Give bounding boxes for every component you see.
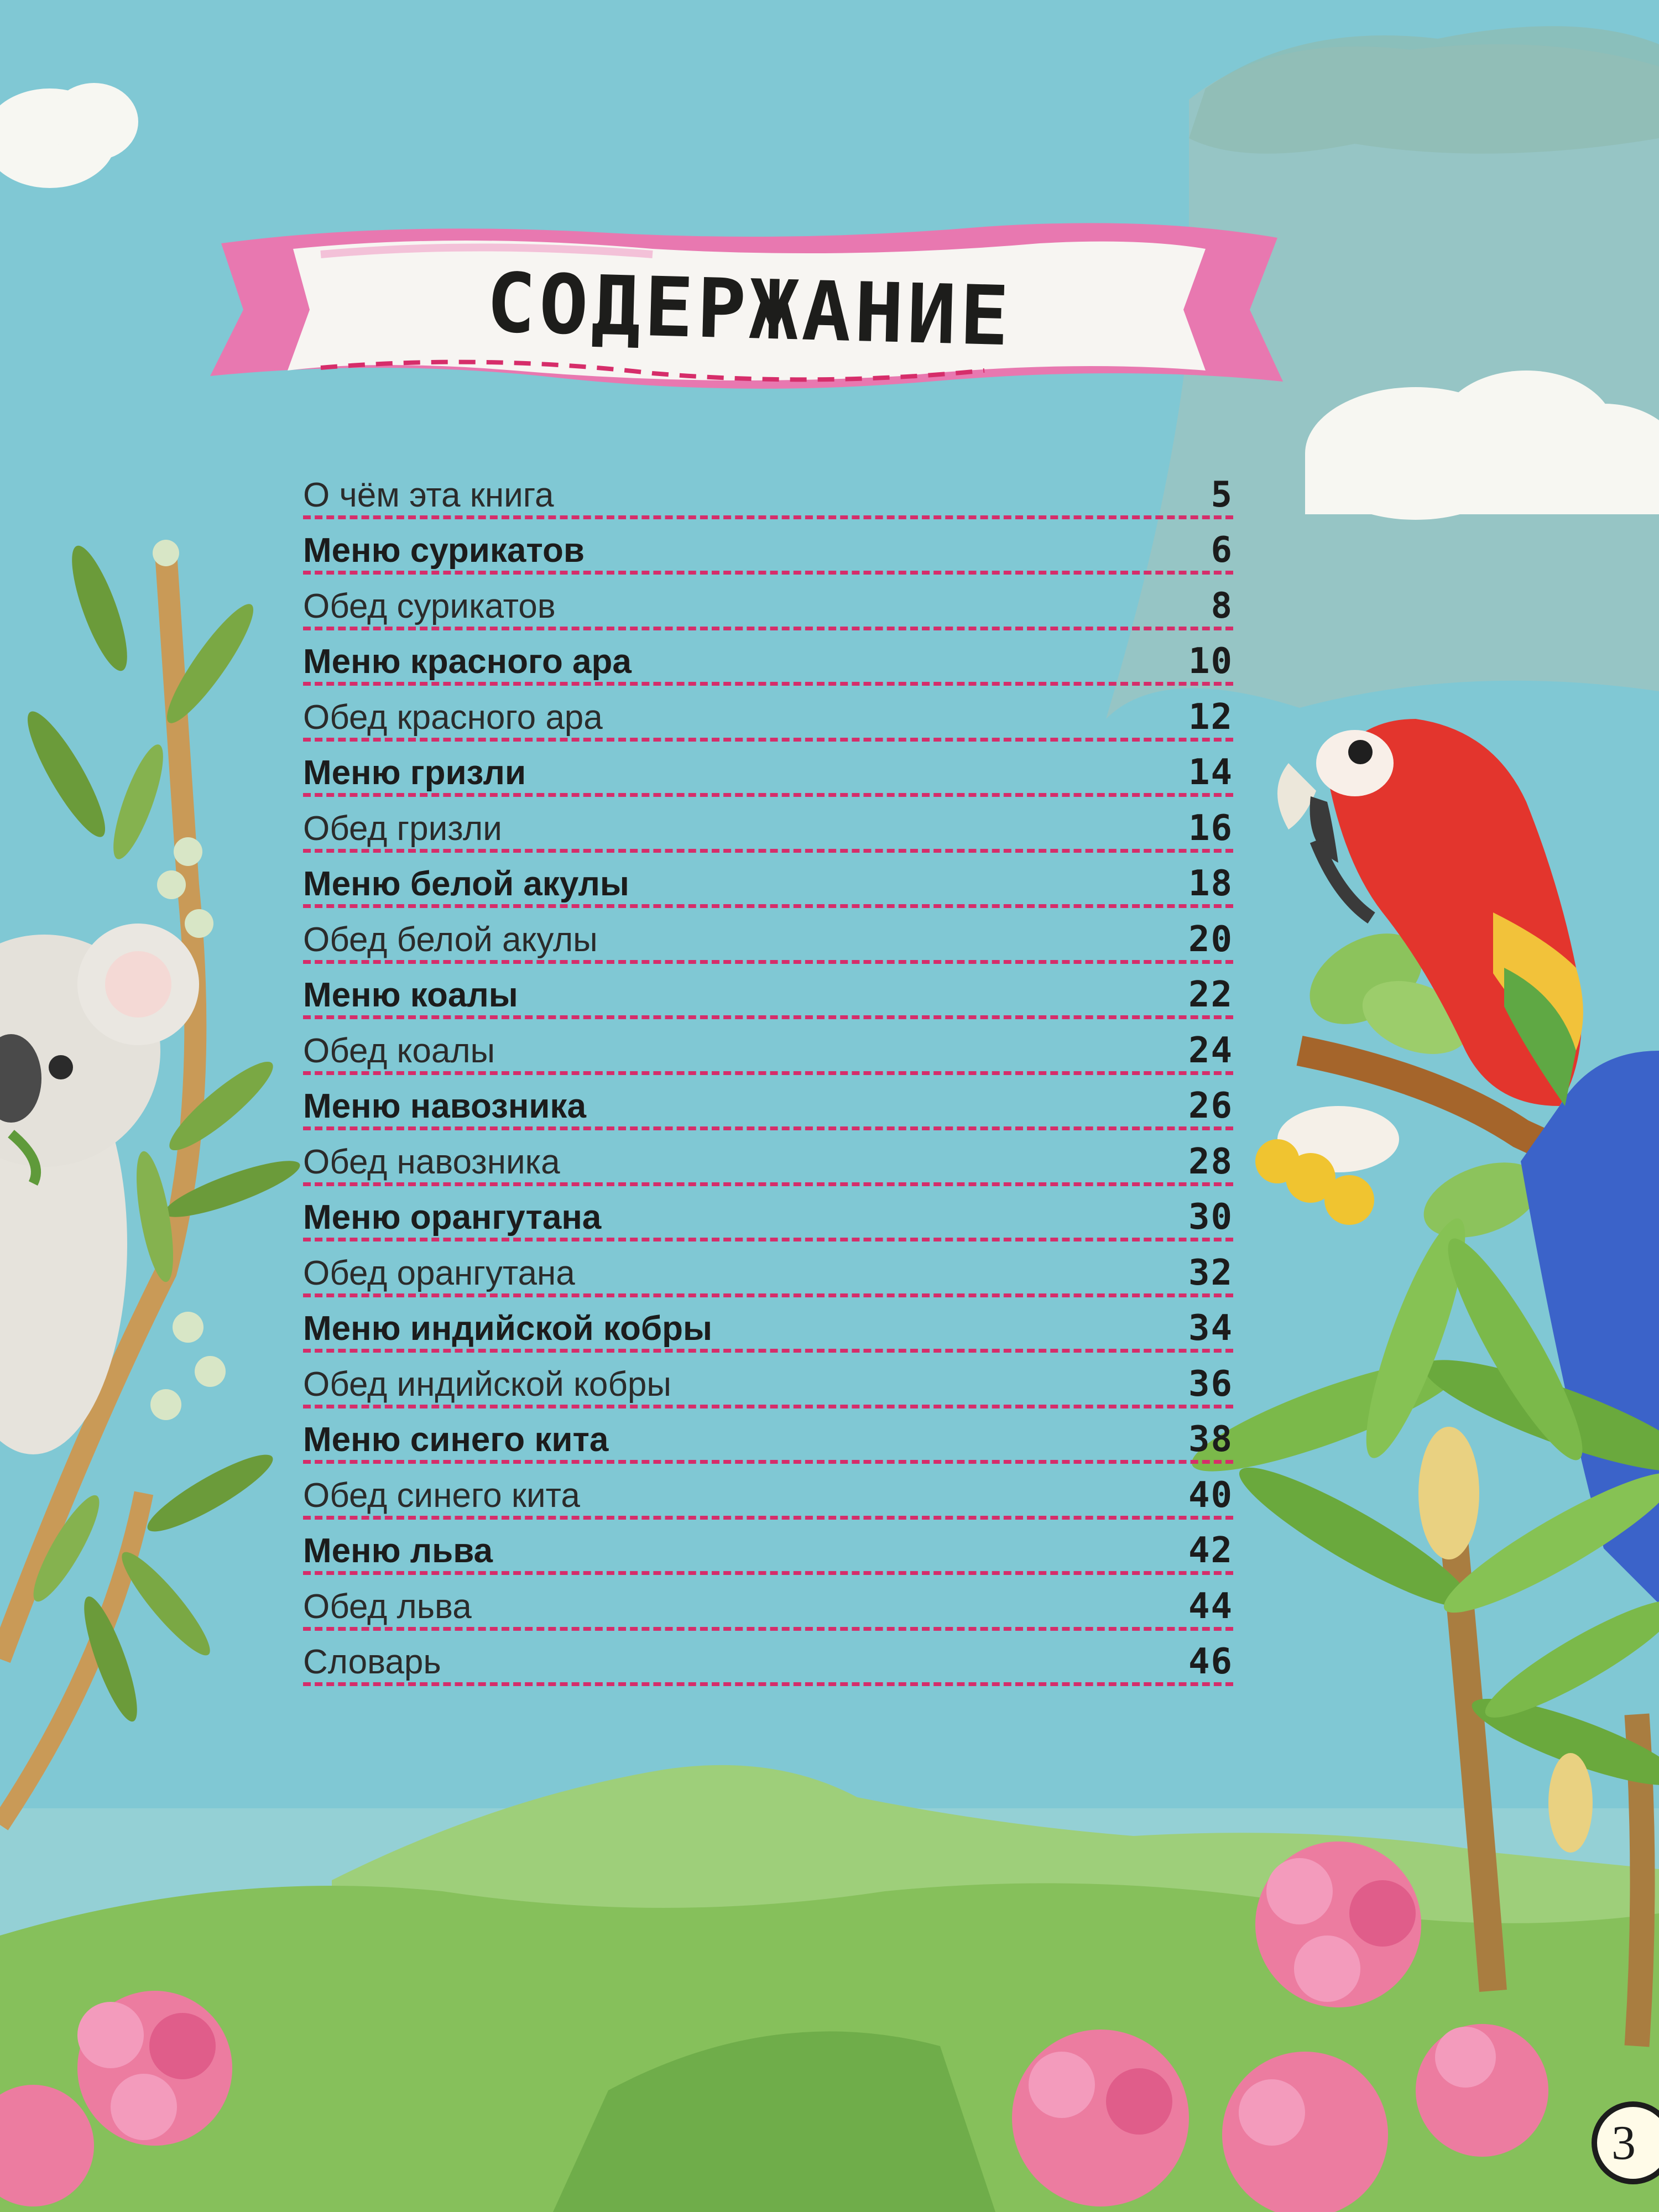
toc-entry-page: 14 [1188, 752, 1233, 793]
toc-entry-label: Меню коалы [303, 976, 518, 1014]
toc-row [303, 463, 1233, 519]
toc-row [303, 1353, 1233, 1408]
toc-row [303, 797, 1233, 853]
toc-entry-page: 40 [1188, 1474, 1233, 1516]
toc-entry-page: 20 [1188, 919, 1233, 960]
toc-row [303, 630, 1233, 686]
toc-entry-label: Обед сурикатов [303, 587, 556, 625]
title-banner [210, 210, 1288, 409]
toc-entry-page: 18 [1188, 863, 1233, 904]
toc-row [303, 686, 1233, 742]
toc-row [303, 1019, 1233, 1075]
toc-entry-label: Меню красного ара [303, 643, 632, 681]
toc-row [303, 519, 1233, 575]
toc-row [303, 1408, 1233, 1464]
toc-entry-page: 42 [1188, 1530, 1233, 1571]
toc-row [303, 1575, 1233, 1631]
toc-row [303, 742, 1233, 797]
toc-entry-page: 10 [1188, 641, 1233, 682]
toc-entry-label: Обед льва [303, 1587, 472, 1626]
page-number: 3 [1592, 2101, 1659, 2184]
toc-entry-page: 5 [1211, 474, 1233, 515]
toc-entry-label: Обед орангутана [303, 1254, 575, 1292]
toc-entry-page: 12 [1188, 696, 1233, 738]
page-title: СОДЕРЖАНИЕ [485, 255, 1014, 364]
toc-entry-label: Обед гризли [303, 809, 502, 848]
toc-row [303, 1520, 1233, 1575]
toc-entry-page: 26 [1188, 1086, 1233, 1126]
toc-entry-page: 6 [1211, 530, 1233, 571]
toc-entry-label: Обед синего кита [303, 1476, 580, 1515]
toc-entry-label: Меню навозника [303, 1087, 586, 1125]
toc-row [303, 1130, 1233, 1186]
toc-row [303, 1297, 1233, 1353]
toc-entry-label: Словарь [303, 1643, 441, 1681]
toc-entry-page: 28 [1188, 1141, 1233, 1182]
toc-entry-label: Обед навозника [303, 1142, 560, 1181]
table-of-contents [303, 463, 1233, 1686]
toc-row [303, 908, 1233, 964]
toc-entry-page: 16 [1188, 807, 1233, 849]
toc-entry-label: Меню белой акулы [303, 865, 629, 903]
toc-row [303, 1631, 1233, 1687]
toc-entry-label: Обед красного ара [303, 698, 603, 737]
toc-entry-page: 36 [1188, 1363, 1233, 1405]
toc-row [303, 575, 1233, 630]
toc-entry-page: 24 [1188, 1030, 1233, 1071]
toc-entry-label: Меню льва [303, 1532, 493, 1570]
toc-entry-label: Обед коалы [303, 1031, 495, 1070]
toc-entry-label: Меню гризли [303, 754, 526, 792]
toc-entry-page: 8 [1211, 585, 1233, 627]
toc-entry-page: 30 [1188, 1197, 1233, 1238]
toc-row [303, 964, 1233, 1020]
toc-entry-page: 38 [1188, 1419, 1233, 1460]
toc-entry-label: Меню синего кита [303, 1421, 609, 1459]
toc-entry-label: Меню сурикатов [303, 531, 585, 570]
toc-entry-page: 22 [1188, 974, 1233, 1015]
toc-entry-label: О чём эта книга [303, 476, 554, 514]
toc-row [303, 853, 1233, 909]
toc-entry-page: 46 [1188, 1641, 1233, 1682]
toc-row [303, 1075, 1233, 1131]
toc-entry-label: Меню индийской кобры [303, 1310, 713, 1348]
toc-entry-label: Обед белой акулы [303, 920, 598, 959]
toc-entry-label: Обед индийской кобры [303, 1365, 671, 1404]
toc-entry-page: 32 [1188, 1252, 1233, 1293]
toc-row [303, 1241, 1233, 1297]
toc-entry-page: 34 [1188, 1308, 1233, 1349]
toc-row [303, 1186, 1233, 1242]
toc-entry-label: Меню орангутана [303, 1198, 602, 1237]
toc-row [303, 1464, 1233, 1520]
toc-entry-page: 44 [1188, 1585, 1233, 1627]
